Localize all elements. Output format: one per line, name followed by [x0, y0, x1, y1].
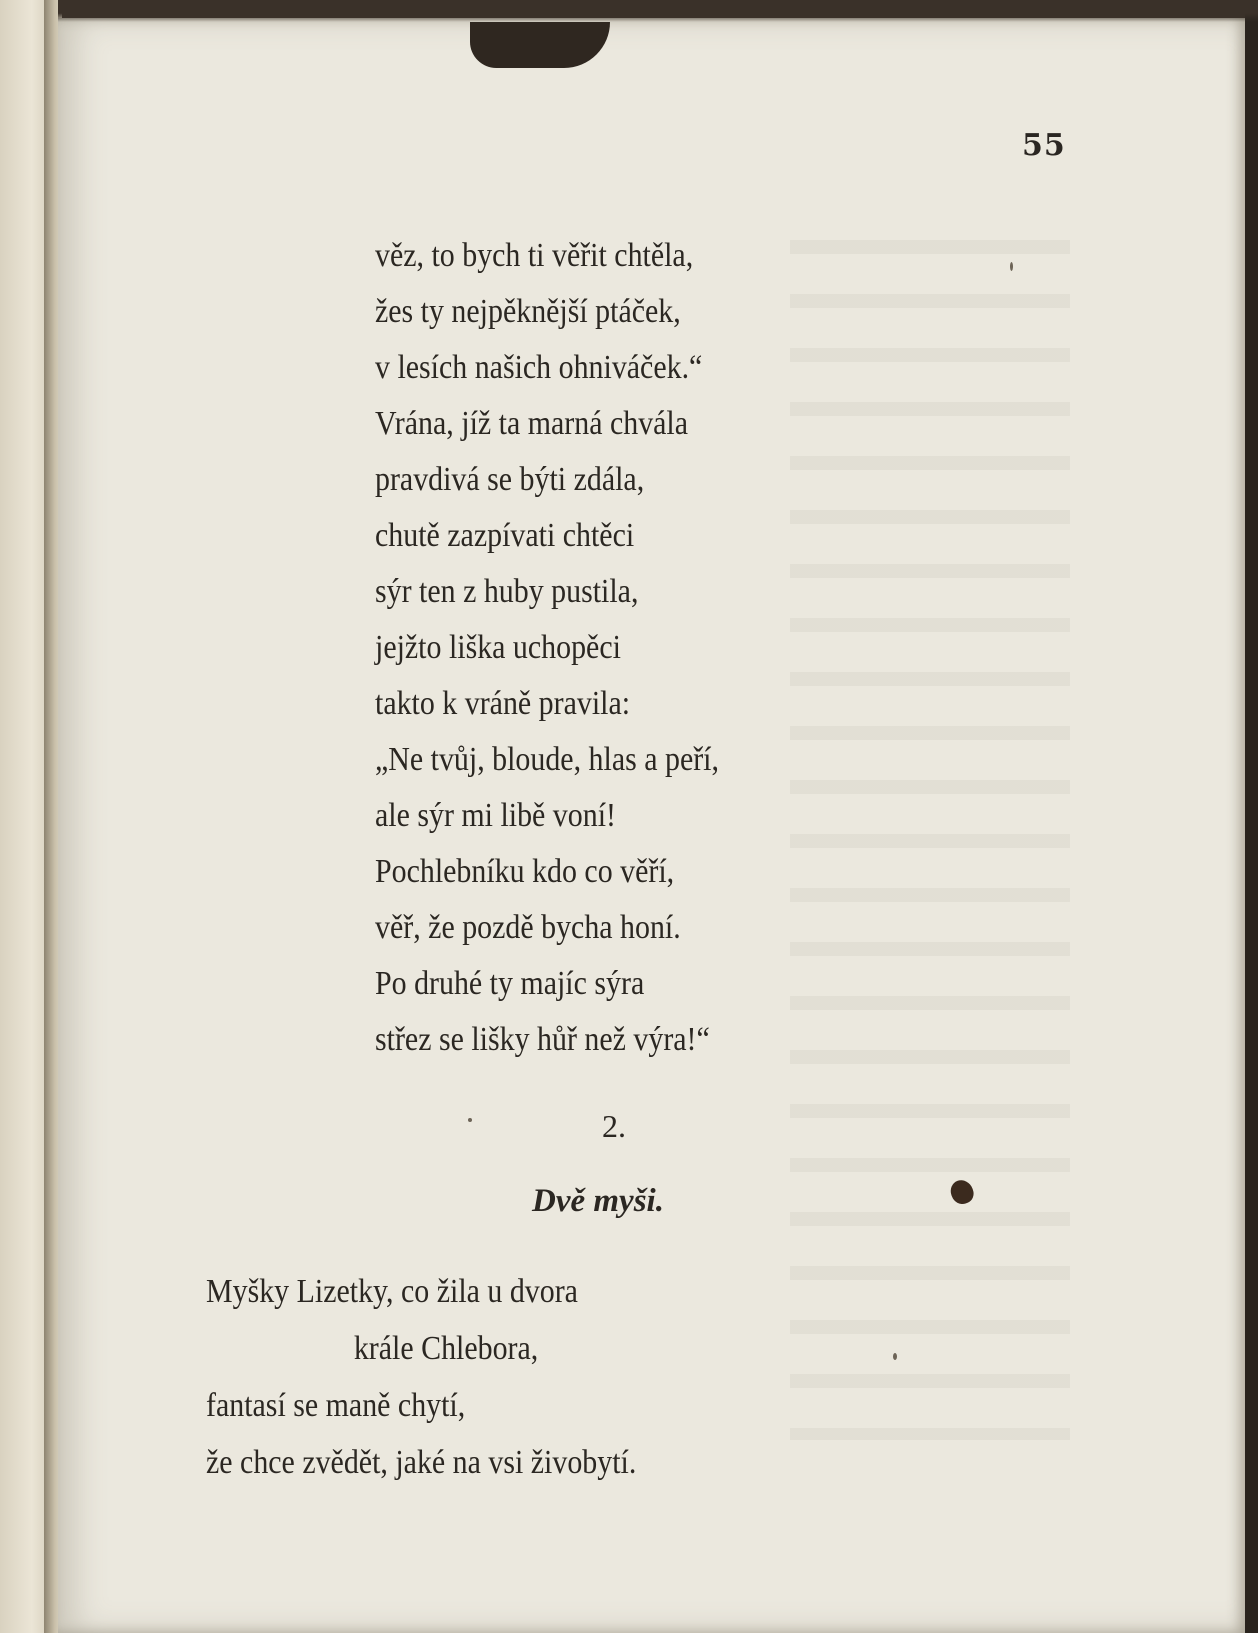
paper-speck — [468, 1118, 472, 1122]
section-number: 2. — [602, 1108, 626, 1144]
second-poem — [206, 1263, 695, 1491]
page-number: 55 — [1022, 128, 1066, 163]
paper-speck — [1010, 262, 1013, 271]
poem-line: Pochlebníku kdo co věří, — [375, 853, 675, 890]
poem-line: Po druhé ty majíc sýra — [375, 965, 645, 1002]
poem-line: věz, to bych ti věřit chtěla, — [375, 237, 694, 274]
paper-speck — [893, 1353, 897, 1360]
poem-line: takto k vráně pravila: — [375, 685, 631, 722]
poem-line: Myšky Lizetky, co žila u dvora — [206, 1273, 578, 1310]
poem-stanza — [375, 228, 766, 1068]
poem-line: sýr ten z huby pustila, — [375, 573, 639, 610]
poem-line: věř, že pozdě bycha honí. — [375, 909, 681, 946]
poem-line: „Ne tvůj, bloude, hlas a peří, — [375, 741, 719, 778]
section-title: Dvě myši. — [532, 1183, 664, 1219]
scan-border-right — [1245, 0, 1258, 1633]
poem-line: fantasí se maně chytí, — [206, 1387, 466, 1424]
poem-line: jejžto liška uchopěci — [375, 629, 621, 666]
poem-line: Vrána, jíž ta marná chvála — [375, 405, 689, 442]
poem-line: pravdivá se býti zdála, — [375, 461, 645, 498]
poem-line: chutě zazpívati chtěci — [375, 517, 635, 554]
poem-line: že chce zvědět, jaké na vsi živobytí. — [206, 1444, 637, 1481]
poem-line: krále Chlebora, — [353, 1330, 539, 1367]
scan-border-top — [58, 0, 1258, 22]
poem-line: střez se lišky hůř než výra!“ — [375, 1021, 710, 1058]
poem-line: v lesích našich ohniváček.“ — [375, 349, 703, 386]
poem-line: ale sýr mi libě voní! — [375, 797, 616, 834]
bleed-through-text — [790, 240, 1070, 1440]
poem-line: žes ty nejpěknější ptáček, — [375, 293, 681, 330]
